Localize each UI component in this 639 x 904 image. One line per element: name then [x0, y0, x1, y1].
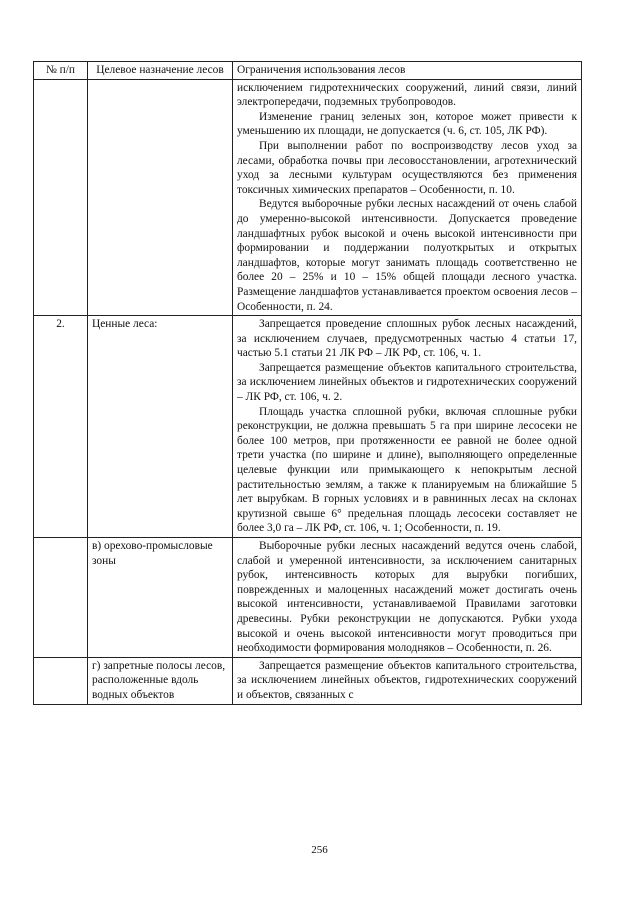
row-purpose	[88, 79, 233, 316]
header-number: № п/п	[34, 62, 88, 80]
restriction-paragraph: Запрещается размещение объектов капитального строительства, за исключением линейных объектов и гидротехнических сооружений – ЛК РФ, ст. 106, ч. 2.	[237, 361, 577, 404]
header-purpose: Целевое назначение лесов	[88, 62, 233, 80]
restrictions-table	[33, 61, 582, 705]
table-header-row	[34, 62, 582, 80]
row-number	[34, 657, 88, 704]
row-number	[34, 538, 88, 658]
row-purpose: Ценные леса:	[88, 316, 233, 538]
restriction-paragraph: Выборочные рубки лесных насаждений ведутся очень слабой, слабой и умеренной интенсивности, за исключением санитарных рубок, интенсивность которых для вырубки погибших, поврежденных и малоценных насаждений может достигать очень высокой интенсивности, устанавливаемой Правилами заготовки древесины. Рубки реконструкции не допускаются. Рубки ухода высокой и очень высокой интенсивности могут проводиться при необходимости формирования молодняков – Особенности, п. 26.	[237, 540, 577, 655]
restriction-paragraph: Запрещается проведение сплошных рубок лесных насаждений, за исключением случаев, предусмотренных частью 4 статьи 17, частью 5.1 статьи 21 ЛК РФ – ЛК РФ, ст. 106, ч. 1.	[237, 318, 577, 360]
row-purpose: в) орехово-промысловые зоны	[88, 538, 233, 658]
table-row	[34, 79, 582, 316]
restriction-paragraph: Ведутся выборочные рубки лесных насаждений от очень слабой до умеренно-высокой интенсивности. Допускается проведение ландшафтных рубок высокой и очень высокой интенсивности при формировании и поддержании полуоткрытых и открытых ландшафтов, которые могут занимать площадь соответственно не более 20 – 25% и 10 – 15% общей площади лесного участка. Размещение ландшафтов устанавливается проектом освоения лесов – Особенности, п. 24.	[237, 198, 577, 313]
row-purpose: г) запретные полосы лесов, расположенные вдоль водных объектов	[88, 657, 233, 704]
row-restrictions	[233, 538, 582, 658]
table-row	[34, 538, 582, 658]
row-restrictions	[233, 657, 582, 704]
row-restrictions	[233, 316, 582, 538]
restriction-paragraph: Запрещается размещение объектов капитального строительства, за исключением линейных объектов, гидротехнических сооружений и объектов, связанных с	[237, 659, 577, 701]
page-number: 256	[311, 844, 328, 856]
row-number	[34, 79, 88, 316]
restriction-paragraph: Изменение границ зеленых зон, которое может привести к уменьшению их площади, не допускается (ч. 6, ст. 105, ЛК РФ).	[237, 110, 577, 138]
table-row	[34, 316, 582, 538]
restriction-paragraph: Площадь участка сплошной рубки, включая сплошные рубки реконструкции, не должна превышать 5 га при ширине лесосеки не более 100 метров, при протяженности ее равной не более одной трети участка (по ширине и длине), выполняющего определенные целевые функции или примыкающего к непокрытым лесной растительностью землям, а также к планируемым на ближайшие 5 лет вырубкам. В горных условиях и в равнинных лесах на склонах крутизной свыше 6° предельная площадь лесосеки составляет не более 3,0 га – ЛК РФ, ст. 106, ч. 1; Особенности, п. 19.	[237, 405, 577, 535]
restriction-paragraph: исключением гидротехнических сооружений, линий связи, линий электропередачи, подземных трубопроводов.	[237, 81, 577, 109]
header-restrictions: Ограничения использования лесов	[233, 62, 582, 80]
row-restrictions	[233, 79, 582, 316]
row-number: 2.	[34, 316, 88, 538]
table-row	[34, 657, 582, 704]
restriction-paragraph: При выполнении работ по воспроизводству лесов уход за лесами, обработка почвы при лесовосстановлении, агротехнический уход за лесными культурам осуществляются без применения токсичных химических препаратов – Особенности, п. 10.	[237, 139, 577, 196]
